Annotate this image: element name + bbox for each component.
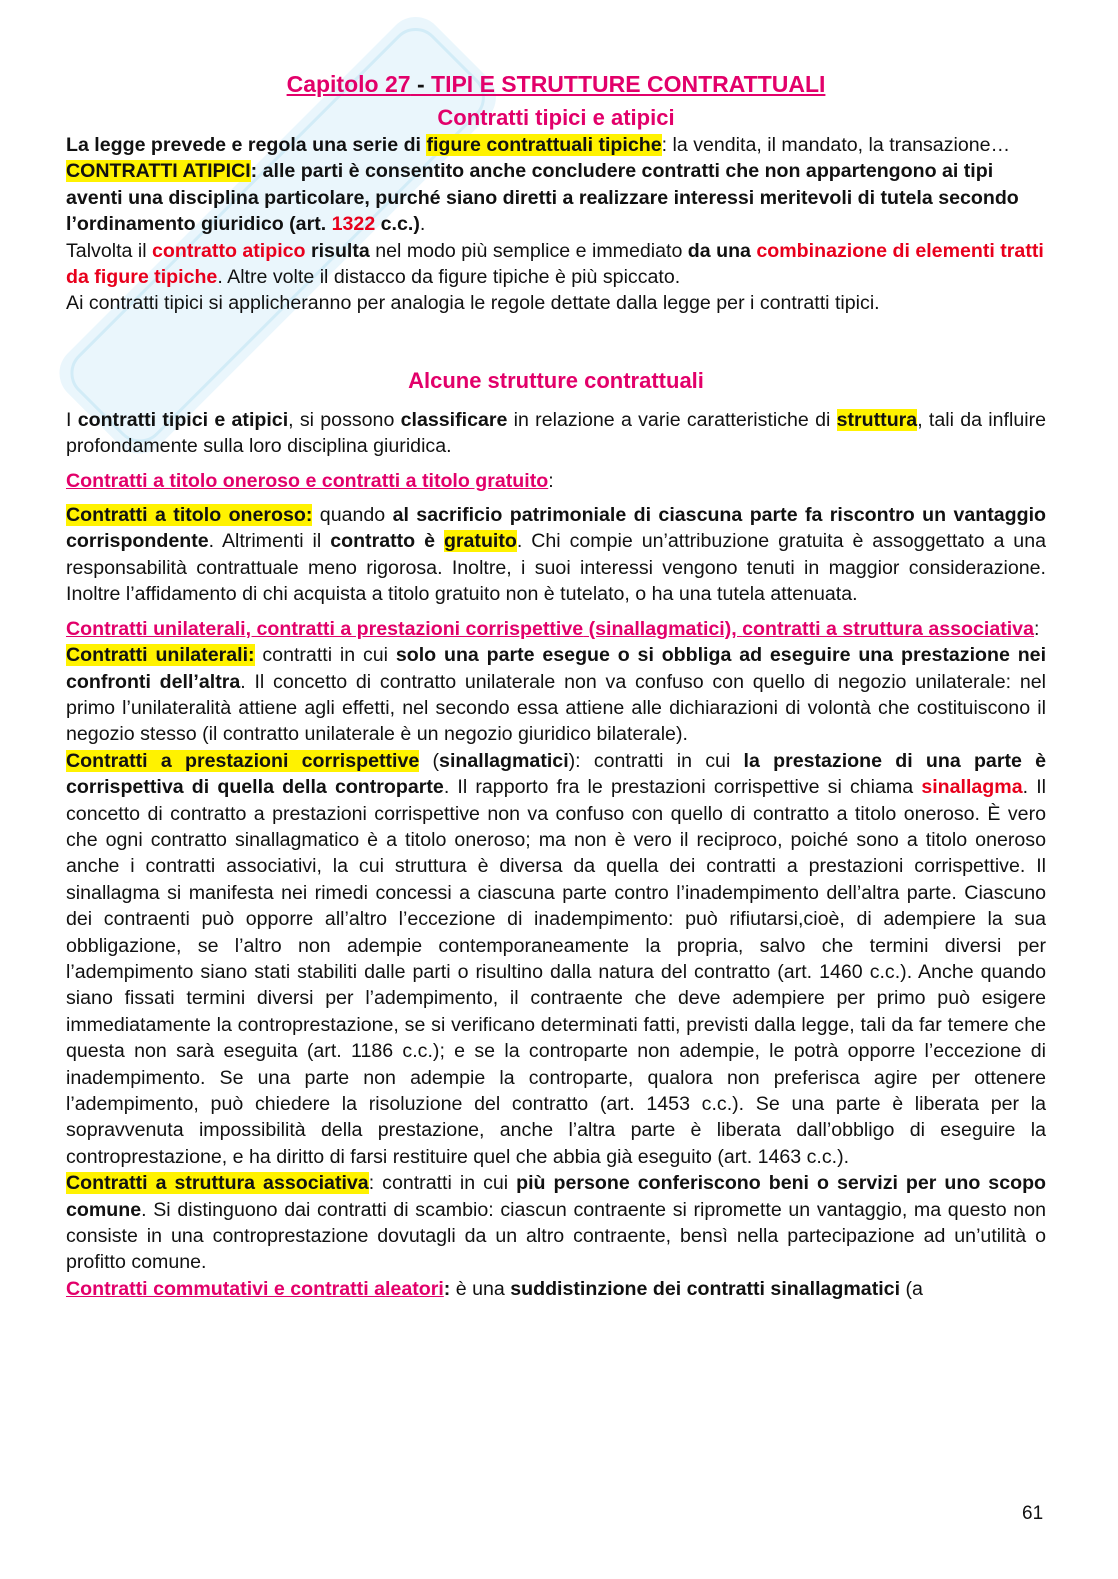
highlight-unilaterali: Contratti unilaterali: [66, 644, 255, 667]
paragraph-aleatori [66, 1276, 1046, 1302]
highlight-associativa: Contratti a struttura associativa [66, 1172, 369, 1195]
page-number: 61 [1022, 1503, 1044, 1524]
text-bold: la prestazione di una parte è corrispettiva di quella della controparte [66, 749, 1046, 799]
paragraph-legge-prevede [66, 132, 1046, 158]
title-separator: - [410, 71, 432, 97]
text-plain: , tali da influire profondamente sulla loro disciplina giuridica. [66, 408, 1046, 458]
red-contratto-atipico: contratto atipico [152, 239, 306, 262]
subheading-unilaterali [66, 616, 1046, 642]
text-plain: : [548, 469, 554, 492]
paragraph-corrispettive [66, 748, 1046, 1171]
text-bold: solo una parte esegue o si obbliga ad eseguire una prestazione nei confronti dell’altra [66, 644, 1047, 693]
text-plain: . Altre volte il distacco da figure tipiche è più spiccato. [217, 266, 681, 289]
text-bold: più persone conferiscono beni o servizi per uno scopo comune [66, 1172, 1047, 1221]
highlight-contratti-atipici: CONTRATTI ATIPICI [66, 160, 251, 183]
text-plain: : [1033, 617, 1040, 640]
paragraph-unilaterali [66, 642, 1046, 748]
text-plain: . Il rapporto fra le prestazioni corrispettive si chiama [443, 776, 922, 799]
highlight-corrispettive: Contratti a prestazioni corrispettive [66, 749, 420, 772]
highlight-struttura: struttura [836, 408, 918, 431]
text-bold: : [443, 1277, 451, 1300]
text-plain: . Chi compie un’attribuzione gratuita è assoggettato a una responsabilità contrattuale meno rigorosa. Inoltre, i suoi interessi vengono tenuti in maggior considerazione. Inoltre l’affidamento di chi acquista a titolo gratuito non è tutelato, o ha una tutela attenuata. [66, 530, 1046, 606]
subheading-text-normal: (sinallagmatici), [583, 617, 743, 640]
paragraph-intro-strutture [66, 407, 1046, 460]
chapter-number: Capitolo 27 [286, 71, 411, 97]
subheading-text: Contratti commutativi e contratti aleatori [66, 1277, 444, 1300]
highlight-titolo-oneroso: Contratti a titolo oneroso: [66, 504, 313, 527]
text-plain: : contratti in cui [368, 1172, 517, 1195]
text-plain: in relazione a varie caratteristiche di [507, 408, 837, 431]
text-plain: . Si distinguono dai contratti di scambio: ciascun contraente si ripromette un vantaggio, ma questo non consiste in una controprestazione dovutagli da un altro contraente, bensì nella partecipazione ad un’utilità o profitto comune. [66, 1198, 1046, 1274]
text-plain: (a [900, 1277, 923, 1300]
text-plain: quando [312, 504, 393, 527]
subheading-text: Contratti unilaterali, contratti a prestazioni corrispettive [66, 617, 584, 640]
subheading-oneroso-gratuito [66, 468, 1046, 494]
article-reference: 1322 [331, 213, 376, 236]
paragraph-contratti-atipici [66, 158, 1046, 237]
text-bold: da una [687, 239, 751, 262]
subheading-text: contratti a struttura associativa [742, 617, 1034, 640]
paragraph-associativa [66, 1170, 1046, 1276]
text-bold: contratti tipici e atipici [77, 408, 289, 431]
text-plain: contratti in cui [254, 644, 396, 667]
highlight-gratuito: gratuito [443, 530, 517, 553]
text-bold: contratto è [330, 530, 444, 553]
chapter-title [66, 70, 1046, 98]
red-sinallagma: sinallagma [921, 776, 1023, 799]
paragraph-titolo-oneroso [66, 502, 1046, 608]
text-bold: suddistinzione dei contratti sinallagmatici [510, 1277, 901, 1300]
text-plain: . [419, 213, 426, 236]
text-plain: . Il concetto di contratto unilaterale non va confuso con quello di negozio unilaterale: nel primo l’unilateralità attiene agli effetti, nel secondo essa attiene alle dichiarazioni di volontà che costituiscono il negozio stesso (il contratto unilaterale è un negozio giuridico bilaterale). [66, 670, 1046, 746]
text-plain: ( [419, 749, 440, 772]
text-plain: Talvolta il [66, 239, 153, 262]
paragraph-talvolta [66, 238, 1046, 291]
section-heading-contratti-tipici: Contratti tipici e atipici [437, 105, 675, 130]
text-bold: sinallagmatici [439, 749, 569, 772]
section-heading-strutture: Alcune strutture contrattuali [408, 367, 704, 393]
text-bold: al sacrificio patrimoniale di ciascuna parte fa riscontro un vantaggio corrispondente [66, 504, 1046, 553]
text-plain: nel modo più semplice e immediato [369, 239, 688, 262]
text-plain: . Altrimenti il [208, 530, 331, 553]
text-plain: , si possono [288, 408, 401, 431]
red-combinazione: combinazione di elementi tratti da figure tipiche [66, 239, 1044, 289]
text-plain: : la vendita, il mandato, la transazione… [661, 134, 1011, 156]
text-bold: risulta [305, 239, 370, 262]
subheading-text: Contratti a titolo oneroso e contratti a titolo gratuito [66, 469, 549, 492]
text-plain: è una [450, 1277, 511, 1300]
text-bold: c.c.) [375, 213, 420, 236]
text-bold: classificare [400, 408, 508, 431]
highlight-figure-tipiche: figure contrattuali tipiche [426, 134, 662, 156]
text-plain: . Il concetto di contratto a prestazioni corrispettive non va confuso con quello di contratto a titolo oneroso. È vero che ogni contratto sinallagmatico è a titolo oneroso; ma non è vero il reciproco, poiché sono a titolo oneroso anche i contratti associativi, la cui struttura è diversa da quella dei contratti a prestazioni corrispettive. Il sinallagma si manifesta nei rimedi concessi a ciascuna parte contro l’inadempimento dell’altra parte. Ciascuno dei contraenti può opporre all’altro l’eccezione di inadempimento: può rifiutarsi,cioè, di adempiere la sua obbligazione, se l’altro non adempie contemporaneamente la propria, salvo che termini diversi per l’adempimento siano stati stabiliti dalle parti o risultino dalla natura del contratto (art. 1460 c.c.). Anche quando siano fissati termini diversi per l’adempimento, il contraente che deve adempiere per primo può esigere immediatamente la controprestazione, se si verificano determinati fatti, previsti dalla legge, tali da far temere che questa non sarà eseguita (art. 1186 c.c.); e se la controparte non adempie, le potrà opporre l’eccezione di inadempimento. Se una parte non adempie la controparte, qualora non preferisca agire per ottenere l’adempimento, può chiedere la risoluzione del contratto (art. 1453 c.c.). Se una parte è liberata per la sopravvenuta impossibilità della prestazione, anche l’altra parte è liberata dall’obbligo di eseguire la controprestazione, e ha diritto di farsi restituire quel che abbia già eseguito (art. 1463 c.c.). [66, 776, 1046, 1168]
text-bold: : alle parti è consentito anche concludere contratti che non appartengono ai tipi aventi una disciplina particolare, purché siano diretti a realizzare interessi meritevoli di tutela secondo l’ordinamento giuridico (art. [66, 160, 1019, 236]
paragraph-analogia: Ai contratti tipici si applicheranno per analogia le regole dettate dalla legge per i contratti tipici. [66, 292, 880, 315]
document-body [66, 70, 1046, 1302]
chapter-name: TIPI E STRUTTURE CONTRATTUALI [431, 71, 826, 97]
text-plain: I [66, 408, 78, 431]
text-plain: ): contratti in cui [568, 749, 744, 772]
text-bold: La legge prevede e regola una serie di [66, 134, 427, 156]
